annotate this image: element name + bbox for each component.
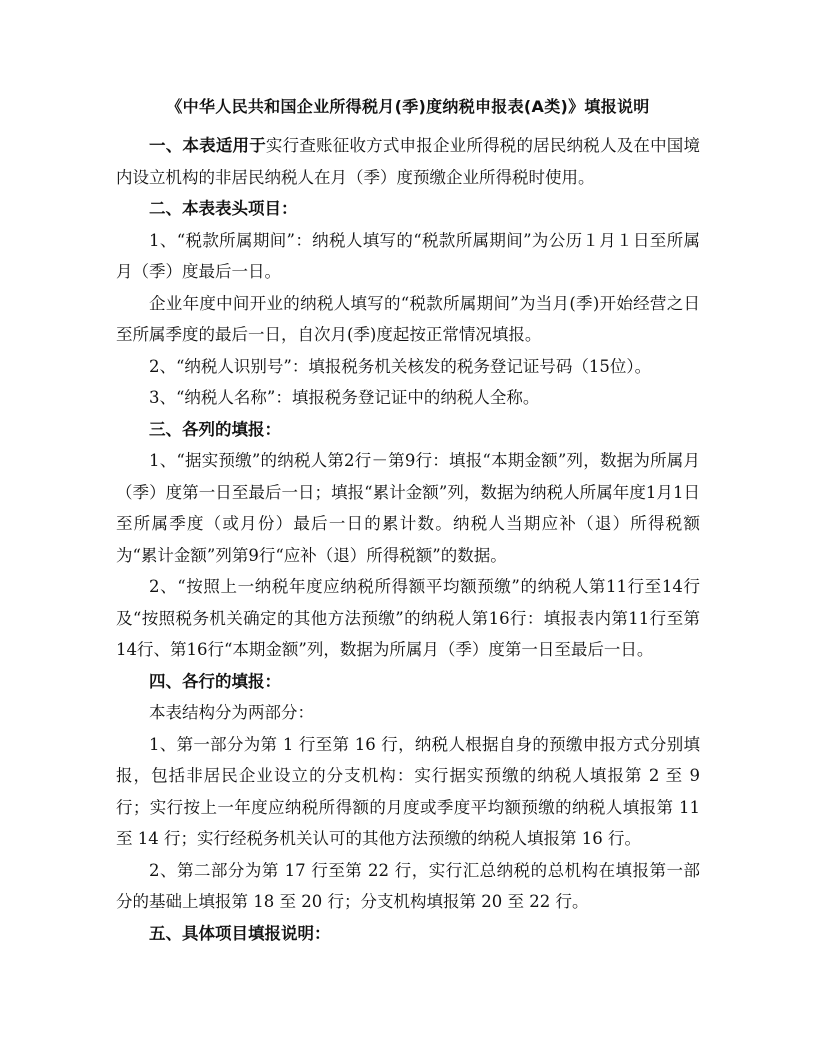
paragraph-part-one: 1、第一部分为第 1 行至第 16 行，纳税人根据自身的预缴申报方式分别填报，包括非居民企业设立的分支机构：实行据实预缴的纳税人填报第 2 至 9 行；实行按上一年度应纳税所得额的月度或季度平均额预缴的纳税人填报第 11 至 14 行；实行经税务机关认可的其他方法预缴的纳税人填报第 16 行。	[116, 734, 700, 848]
document-title: 《中华人民共和国企业所得税月(季)度纳税申报表(A类)》填报说明	[166, 97, 650, 116]
section-heading-item-details: 五、具体项目填报说明：	[149, 923, 331, 943]
paragraph-taxpayer-name: 3、“纳税人名称”：填报税务登记证中的纳税人全称。	[149, 388, 540, 407]
paragraph-mid-year-opening: 企业年度中间开业的纳税人填写的“税款所属期间”为当月(季)开始经营之日至所属季度的最后一日，自次月(季)度起按正常情况填报。	[116, 293, 700, 344]
section-heading-columns: 三、各列的填报：	[149, 419, 281, 439]
paragraph-structure: 本表结构分为两部分：	[149, 703, 314, 722]
document-body	[116, 130, 700, 949]
paragraph-actual-prepayment: 1、“据实预缴”的纳税人第2行－第9行：填报“本期金额”列，数据为所属月（季）度第一日至最后一日；填报“累计金额”列，数据为纳税人所属年度1月1日至所属季度（或月份）最后一日的累计数。纳税人当期应补（退）所得税额为“累计金额”列第9行“应补（退）所得税额”的数据。	[116, 451, 700, 565]
paragraph-part-two: 2、第二部分为第 17 行至第 22 行，实行汇总纳税的总机构在填报第一部分的基础上填报第 18 至 20 行；分支机构填报第 20 至 22 行。	[116, 860, 700, 911]
section-heading-rows: 四、各行的填报：	[149, 671, 281, 691]
section-heading-header-items: 二、本表表头项目：	[149, 199, 298, 218]
paragraph-scope-text: 实行查账征收方式申报企业所得税的居民纳税人及在中国境内设立机构的非居民纳税人在月（季）度预缴企业所得税时使用。	[116, 136, 700, 187]
paragraph-taxpayer-id: 2、“纳税人识别号”：填报税务机关核发的税务登记证号码（15位）。	[149, 356, 652, 376]
paragraph-tax-period: 1、“税款所属期间”：纳税人填写的“税款所属期间”为公历１月１日至所属月（季）度最后一日。	[116, 230, 700, 281]
paragraph-average-prepayment: 2、“按照上一纳税年度应纳税所得额平均额预缴”的纳税人第11行至14行及“按照税务机关确定的其他方法预缴”的纳税人第16行：填报表内第11行至第14行、第16行“本期金额”列，数据为所属月（季）度第一日至最后一日。	[116, 577, 700, 659]
paragraph-scope	[116, 130, 700, 193]
paragraph-scope-lead: 一、本表适用于	[149, 136, 266, 155]
